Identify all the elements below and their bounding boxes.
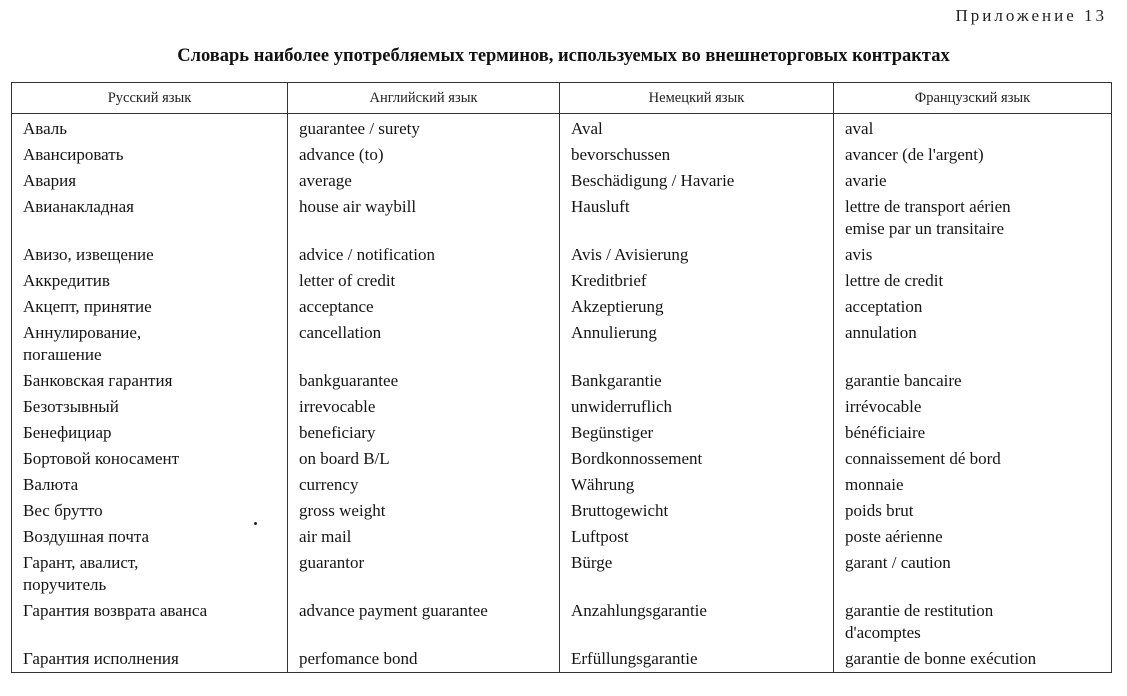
table-row bbox=[12, 500, 1112, 526]
cell-russian: Авансировать bbox=[12, 144, 288, 170]
cell-german: Akzeptierung bbox=[560, 296, 834, 322]
cell-russian: Гарантия исполнения bbox=[12, 648, 288, 673]
cell-german: bevorschussen bbox=[560, 144, 834, 170]
cell-english: average bbox=[288, 170, 560, 196]
table-row bbox=[12, 114, 1112, 145]
cell-english: guarantee / surety bbox=[288, 114, 560, 145]
stray-ink-dot bbox=[254, 522, 257, 525]
table-row bbox=[12, 600, 1112, 648]
table-row bbox=[12, 270, 1112, 296]
cell-german: Annulierung bbox=[560, 322, 834, 370]
cell-russian: Аннулирование, погашение bbox=[12, 322, 288, 370]
cell-german: Hausluft bbox=[560, 196, 834, 244]
cell-french: connaissement dé bord bbox=[834, 448, 1112, 474]
table-body bbox=[12, 114, 1112, 673]
table-row bbox=[12, 396, 1112, 422]
cell-russian: Гарант, авалист, поручитель bbox=[12, 552, 288, 600]
cell-german: unwiderruflich bbox=[560, 396, 834, 422]
cell-french: irrévocable bbox=[834, 396, 1112, 422]
cell-english: beneficiary bbox=[288, 422, 560, 448]
cell-russian: Бенефициар bbox=[12, 422, 288, 448]
cell-english: house air waybill bbox=[288, 196, 560, 244]
table-row bbox=[12, 144, 1112, 170]
cell-german: Beschädigung / Havarie bbox=[560, 170, 834, 196]
cell-russian: Вес брутто bbox=[12, 500, 288, 526]
cell-russian: Авизо, извещение bbox=[12, 244, 288, 270]
cell-english: on board B/L bbox=[288, 448, 560, 474]
cell-french: lettre de transport aérien emise par un transitaire bbox=[834, 196, 1112, 244]
cell-english: perfomance bond bbox=[288, 648, 560, 673]
cell-german: Erfüllungsgarantie bbox=[560, 648, 834, 673]
cell-german: Bankgarantie bbox=[560, 370, 834, 396]
table-header-row bbox=[12, 83, 1112, 114]
table-row bbox=[12, 526, 1112, 552]
table-row bbox=[12, 422, 1112, 448]
cell-russian: Аваль bbox=[12, 114, 288, 145]
cell-french: garant / caution bbox=[834, 552, 1112, 600]
cell-russian: Авианакладная bbox=[12, 196, 288, 244]
cell-german: Aval bbox=[560, 114, 834, 145]
cell-german: Bordkonnossement bbox=[560, 448, 834, 474]
cell-english: air mail bbox=[288, 526, 560, 552]
column-header-german: Немецкий язык bbox=[560, 83, 834, 114]
cell-german: Anzahlungsgarantie bbox=[560, 600, 834, 648]
table-row bbox=[12, 448, 1112, 474]
cell-french: monnaie bbox=[834, 474, 1112, 500]
cell-french: garantie de bonne exécution bbox=[834, 648, 1112, 673]
cell-russian: Аккредитив bbox=[12, 270, 288, 296]
cell-french: garantie bancaire bbox=[834, 370, 1112, 396]
table-row bbox=[12, 170, 1112, 196]
cell-english: bankguarantee bbox=[288, 370, 560, 396]
column-header-french: Французский язык bbox=[834, 83, 1112, 114]
cell-english: gross weight bbox=[288, 500, 560, 526]
cell-french: avis bbox=[834, 244, 1112, 270]
cell-russian: Гарантия возврата аванса bbox=[12, 600, 288, 648]
table-row bbox=[12, 296, 1112, 322]
table-row bbox=[12, 196, 1112, 244]
cell-russian: Авария bbox=[12, 170, 288, 196]
appendix-label: Приложение 13 bbox=[955, 6, 1107, 25]
cell-russian: Бортовой коносамент bbox=[12, 448, 288, 474]
cell-german: Bruttogewicht bbox=[560, 500, 834, 526]
cell-english: advance (to) bbox=[288, 144, 560, 170]
cell-german: Kreditbrief bbox=[560, 270, 834, 296]
table-row bbox=[12, 552, 1112, 600]
cell-german: Avis / Avisierung bbox=[560, 244, 834, 270]
column-header-russian: Русский язык bbox=[12, 83, 288, 114]
cell-french: annulation bbox=[834, 322, 1112, 370]
cell-french: avancer (de l'argent) bbox=[834, 144, 1112, 170]
cell-french: acceptation bbox=[834, 296, 1112, 322]
cell-english: currency bbox=[288, 474, 560, 500]
cell-german: Währung bbox=[560, 474, 834, 500]
cell-russian: Банковская гарантия bbox=[12, 370, 288, 396]
cell-english: cancellation bbox=[288, 322, 560, 370]
cell-english: advance payment guarantee bbox=[288, 600, 560, 648]
cell-english: irrevocable bbox=[288, 396, 560, 422]
cell-english: guarantor bbox=[288, 552, 560, 600]
cell-french: aval bbox=[834, 114, 1112, 145]
cell-russian: Акцепт, принятие bbox=[12, 296, 288, 322]
cell-russian: Воздушная почта bbox=[12, 526, 288, 552]
cell-french: poids brut bbox=[834, 500, 1112, 526]
cell-english: advice / notification bbox=[288, 244, 560, 270]
cell-french: garantie de restitution d'acomptes bbox=[834, 600, 1112, 648]
table-row bbox=[12, 322, 1112, 370]
terms-table bbox=[11, 82, 1112, 673]
cell-german: Begünstiger bbox=[560, 422, 834, 448]
cell-french: bénéficiaire bbox=[834, 422, 1112, 448]
page-title: Словарь наиболее употребляемых терминов, используемых во внешнеторговых контрактах bbox=[177, 46, 950, 66]
cell-russian: Безотзывный bbox=[12, 396, 288, 422]
table-row bbox=[12, 244, 1112, 270]
cell-french: avarie bbox=[834, 170, 1112, 196]
cell-french: lettre de credit bbox=[834, 270, 1112, 296]
column-header-english: Английский язык bbox=[288, 83, 560, 114]
cell-russian: Валюта bbox=[12, 474, 288, 500]
table-row bbox=[12, 370, 1112, 396]
cell-english: acceptance bbox=[288, 296, 560, 322]
cell-english: letter of credit bbox=[288, 270, 560, 296]
cell-french: poste aérienne bbox=[834, 526, 1112, 552]
table-row bbox=[12, 474, 1112, 500]
cell-german: Luftpost bbox=[560, 526, 834, 552]
table-row bbox=[12, 648, 1112, 673]
cell-german: Bürge bbox=[560, 552, 834, 600]
